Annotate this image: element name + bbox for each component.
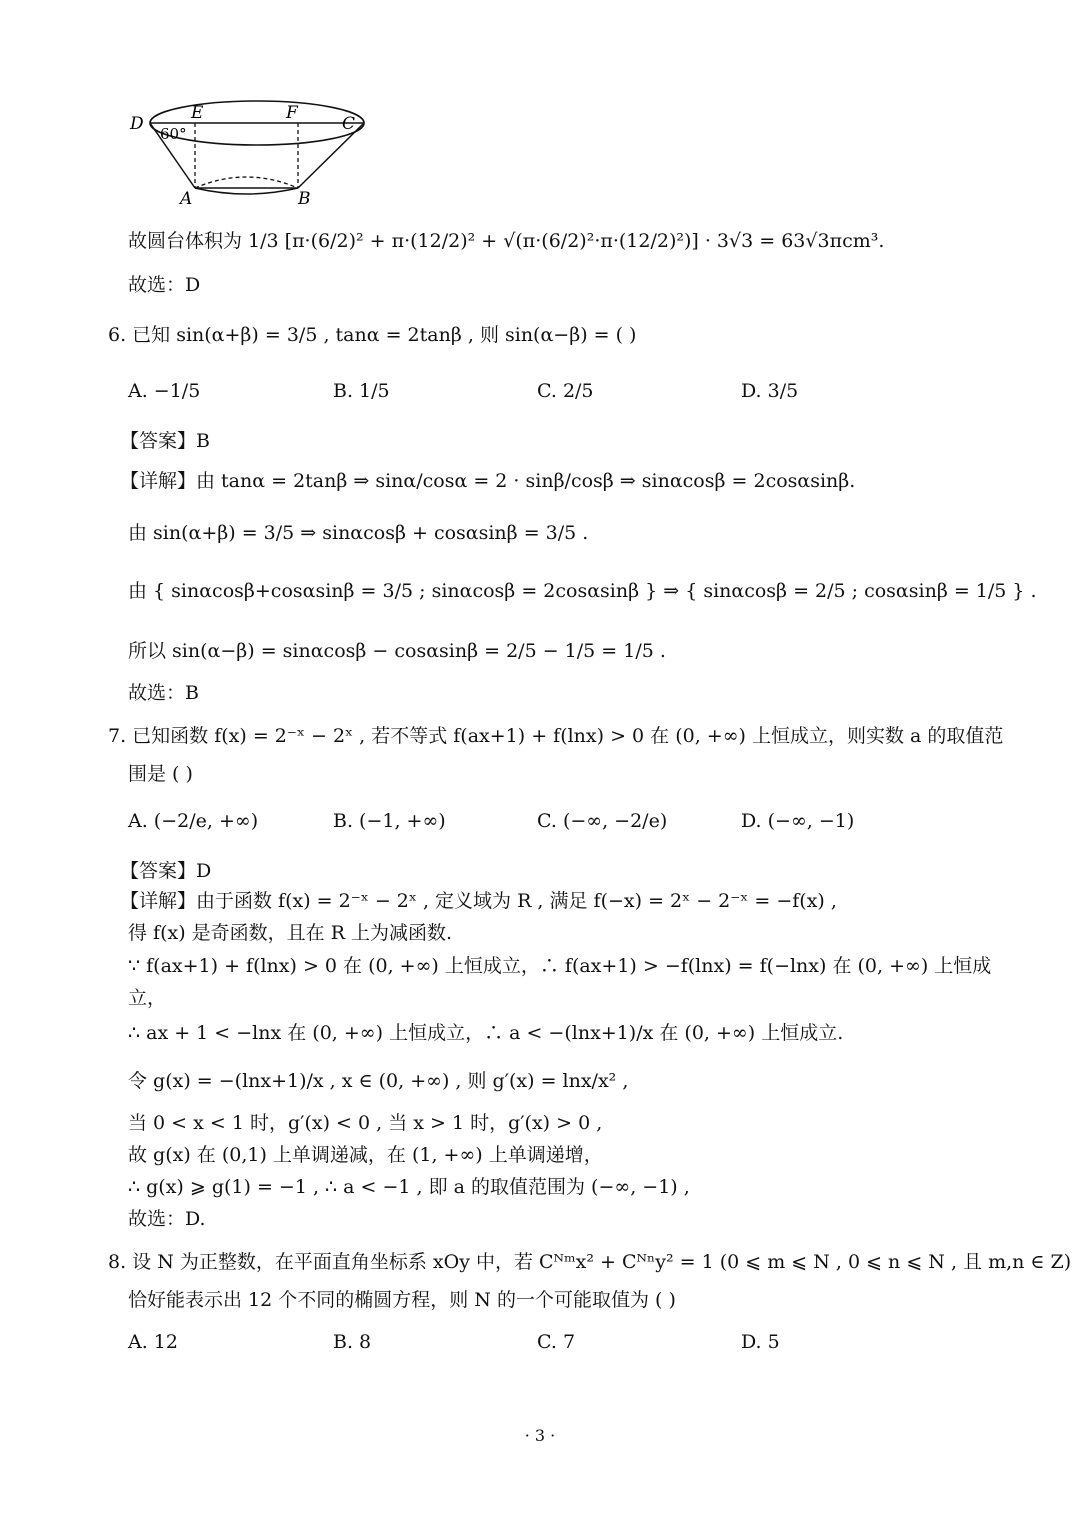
q6-stem: 6. 已知 sin(α+β) = 3/5 , tanα = 2tanβ , 则 sin(α−β) = ( ) <box>108 324 637 346</box>
q8-option-d[interactable]: D. 5 <box>741 1331 780 1353</box>
q6-option-c[interactable]: C. 2/5 <box>537 380 594 402</box>
q7-detail-9: ∴ g(x) ⩾ g(1) = −1 , ∴ a < −1 , 即 a 的取值范围为 (−∞, −1) , <box>128 1176 690 1198</box>
q7-detail-3: ∵ f(ax+1) + f(lnx) > 0 在 (0, +∞) 上恒成立，∴ f(ax+1) > −f(lnx) = f(−lnx) 在 (0, +∞) 上恒成 <box>128 955 992 977</box>
q6-option-d[interactable]: D. 3/5 <box>741 380 799 402</box>
label-angle: 60° <box>160 125 187 143</box>
label-C: C <box>342 114 356 134</box>
q7-detail-1: 【详解】由于函数 f(x) = 2⁻ˣ − 2ˣ , 定义域为 R , 满足 f(−x) = 2ˣ − 2⁻ˣ = −f(x) , <box>120 890 837 912</box>
q7-option-d[interactable]: D. (−∞, −1) <box>741 810 855 832</box>
page-number: · 3 · <box>524 1426 556 1445</box>
q8-stem-line-1: 8. 设 N 为正整数，在平面直角坐标系 xOy 中，若 Cᴺᵐx² + Cᴺⁿy² = 1 (0 ⩽ m ⩽ N , 0 ⩽ n ⩽ N , 且 m,n ∈ Z) <box>108 1251 1072 1273</box>
q7-choice: 故选：D. <box>128 1208 206 1230</box>
q7-detail-6: 令 g(x) = −(lnx+1)/x , x ∈ (0, +∞) , 则 g′(x) = lnx/x² , <box>128 1070 629 1092</box>
q8-option-a[interactable]: A. 12 <box>128 1331 178 1353</box>
bottom-front-arc <box>195 188 298 194</box>
q6-choice: 故选：B <box>128 682 199 704</box>
label-F: F <box>286 103 298 123</box>
q7-option-b[interactable]: B. (−1, +∞) <box>333 810 446 832</box>
q7-detail-2: 得 f(x) 是奇函数，且在 R 上为减函数. <box>128 922 453 944</box>
q7-detail-5: ∴ ax + 1 < −lnx 在 (0, +∞) 上恒成立，∴ a < −(lnx+1)/x 在 (0, +∞) 上恒成立. <box>128 1022 844 1044</box>
label-D: D <box>130 114 144 134</box>
q7-answer: 【答案】D <box>120 860 212 882</box>
q5-volume-line: 故圆台体积为 1/3 [π·(6/2)² + π·(12/2)² + √(π·(6/2)²·π·(12/2)²)] · 3√3 = 63√3πcm³. <box>128 230 885 252</box>
q6-detail-1: 【详解】由 tanα = 2tanβ ⇒ sinα/cosα = 2 · sinβ/cosβ ⇒ sinαcosβ = 2cosαsinβ. <box>120 470 856 492</box>
q6-detail-3: 由 { sinαcosβ+cosαsinβ = 3/5 ; sinαcosβ = 2cosαsinβ } ⇒ { sinαcosβ = 2/5 ; cosαsinβ = 1/5 } . <box>128 580 1037 602</box>
frustum-figure <box>120 96 370 211</box>
label-E: E <box>191 103 204 123</box>
label-B: B <box>298 189 311 209</box>
q6-detail-4: 所以 sin(α−β) = sinαcosβ − cosαsinβ = 2/5 − 1/5 = 1/5 . <box>128 640 666 662</box>
q6-answer: 【答案】B <box>120 430 210 452</box>
q8-option-c[interactable]: C. 7 <box>537 1331 576 1353</box>
q7-detail-7: 当 0 < x < 1 时，g′(x) < 0 , 当 x > 1 时，g′(x) > 0 , <box>128 1112 603 1134</box>
q7-option-c[interactable]: C. (−∞, −2/e) <box>537 810 668 832</box>
q7-stem-line-2: 围是 ( ) <box>128 763 193 785</box>
q7-detail-8: 故 g(x) 在 (0,1) 上单调递减，在 (1, +∞) 上单调递增， <box>128 1144 603 1166</box>
q8-stem-line-2: 恰好能表示出 12 个不同的椭圆方程，则 N 的一个可能取值为 ( ) <box>128 1289 676 1311</box>
q7-detail-4: 立， <box>128 987 167 1009</box>
q6-option-b[interactable]: B. 1/5 <box>333 380 390 402</box>
q5-choice: 故选：D <box>128 274 201 296</box>
q8-option-b[interactable]: B. 8 <box>333 1331 372 1353</box>
label-A: A <box>180 189 193 209</box>
q7-option-a[interactable]: A. (−2/e, +∞) <box>128 810 259 832</box>
q6-detail-2: 由 sin(α+β) = 3/5 ⇒ sinαcosβ + cosαsinβ = 3/5 . <box>128 522 589 544</box>
bottom-back-arc <box>195 177 298 188</box>
q6-option-a[interactable]: A. −1/5 <box>128 380 201 402</box>
q7-stem-line-1: 7. 已知函数 f(x) = 2⁻ˣ − 2ˣ , 若不等式 f(ax+1) + f(lnx) > 0 在 (0, +∞) 上恒成立，则实数 a 的取值范 <box>108 725 1004 747</box>
